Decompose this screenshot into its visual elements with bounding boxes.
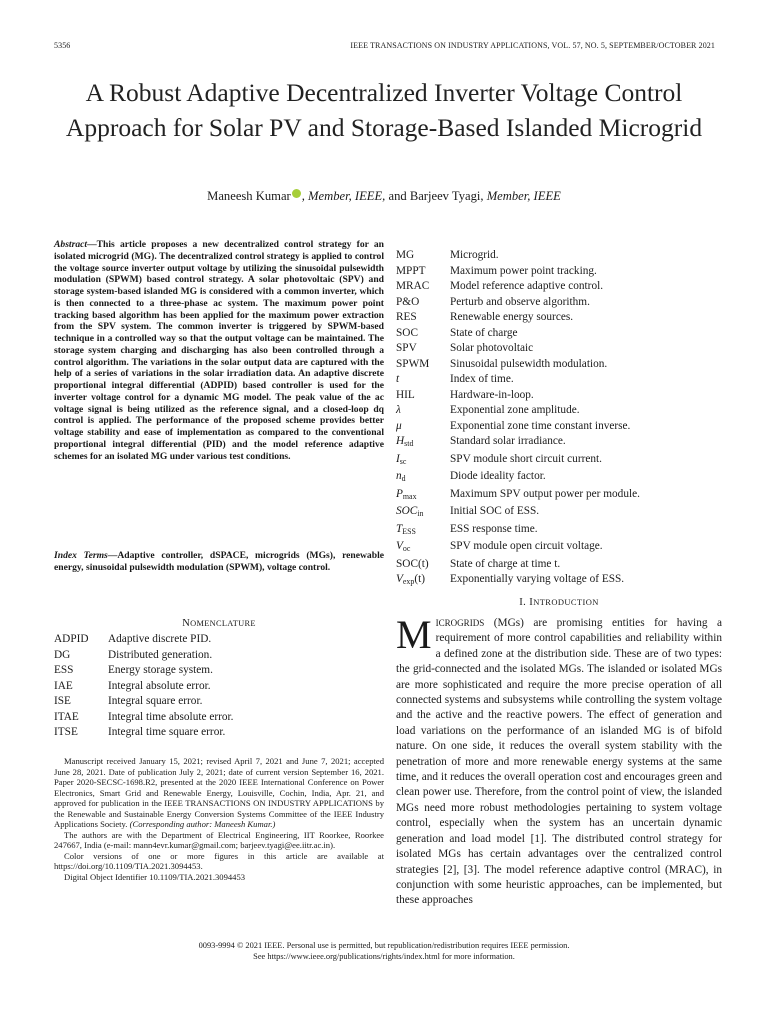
nomenclature-abbr: ISE	[54, 695, 71, 707]
heading-initial: I	[529, 597, 534, 608]
author-line	[0, 189, 768, 204]
drop-cap: M	[396, 612, 432, 657]
nomenclature-definition: Integral absolute error.	[108, 679, 211, 692]
nomenclature-abbr: SOC	[396, 326, 418, 339]
nomenclature-row	[396, 452, 722, 470]
author-connector: and	[385, 189, 410, 203]
nomenclature-list-right	[396, 248, 722, 590]
nomenclature-abbr: $V_{oc}$	[396, 540, 411, 553]
orcid-icon[interactable]	[292, 189, 301, 198]
nomenclature-abbr: MPPT	[396, 264, 426, 277]
footnote-text: Manuscript received January 15, 2021; revised April 7, 2021 and June 7, 2021; accepted June 28, 2021. Date of publication July 2, 2021; date of current version September 16, 2021. Paper 2020-SECSC-1698.R2, presented at the 2020 IEEE International Conference on Power Electronics, Smart Grid and Renewable Energy, Louisville, Cochin, India, Apr. 21, and approved for publication in the IEEE TRANSACTIONS ON INDUSTRY APPLICATIONS by the Renewable and Sustainable Energy Conversion Systems Committee of the IEEE Industry Applications Society.	[54, 756, 384, 829]
nomenclature-row	[54, 679, 384, 695]
nomenclature-definition: Hardware-in-loop.	[450, 388, 534, 401]
nomenclature-definition: Maximum SPV output power per module.	[450, 487, 640, 500]
footnote-manuscript	[54, 756, 384, 830]
nomenclature-definition: Distributed generation.	[108, 648, 213, 661]
nomenclature-abbr: ADPID	[54, 633, 89, 645]
nomenclature-row	[396, 522, 722, 540]
nomenclature-abbr: P&O	[396, 295, 420, 308]
nomenclature-definition: State of charge	[450, 326, 518, 339]
nomenclature-abbr: ESS	[54, 664, 74, 676]
nomenclature-abbr: ITSE	[54, 726, 78, 738]
nomenclature-row	[396, 557, 722, 573]
author-affiliation: , Member, IEEE,	[301, 189, 386, 203]
copyright-line: 0093-9994 © 2021 IEEE. Personal use is permitted, but republication/redistribution requires IEEE permission.	[198, 941, 570, 950]
nomenclature-row	[54, 632, 384, 648]
nomenclature-definition: Exponentially varying voltage of ESS.	[450, 573, 625, 585]
nomenclature-definition: Integral time absolute error.	[108, 710, 234, 723]
nomenclature-list-left	[54, 632, 384, 741]
nomenclature-heading	[54, 618, 384, 629]
nomenclature-abbr: MRAC	[396, 280, 430, 292]
introduction-text: (MGs) are promising entities for having a requirement of more control capabilities and reliability within a defined zone at the distribution side. These are of two types: the grid-connected and the isolated MGs. The islanded or isolated MGs are more sophisticated and require the more precise operation of all connected systems and subsystems while controlling the system voltage and the active and the reactive powers. The effect of generation and load variations on the performance of an islanded MG is of bifold nature. On one side, it reduces the overall system stability with the penetration of more and more renewable energy systems at the same time, and it reduces the overall operation cost and encourages green and clean power use. Therefore, from the control point of view, the islanded MGs need more robust methodologies pertaining to system voltage control, especially when the system has an uncertain dynamic generation and load model [1]. The distributed control strategy for isolated MGs has certain advantages over the centralized control strategies [2], [3]. The model reference adaptive control (MRAC), in conjunction with some heuristic approaches, can be implemented, but these approaches	[396, 617, 722, 907]
nomenclature-abbr: λ	[396, 404, 401, 416]
nomenclature-abbr: MG	[396, 249, 415, 261]
footnote-color: Color versions of one or more figures in this article are available at https://doi.org/10.1109/TIA.2021.3094453.	[54, 850, 384, 871]
nomenclature-definition: Initial SOC of ESS.	[450, 505, 540, 517]
nomenclature-row	[54, 710, 384, 726]
heading-initial: N	[182, 618, 191, 629]
nomenclature-definition: SPV module short circuit current.	[450, 452, 602, 465]
nomenclature-row	[54, 694, 384, 710]
nomenclature-abbr: $H_{std}$	[396, 435, 414, 448]
nomenclature-definition: Exponential zone amplitude.	[450, 404, 580, 416]
nomenclature-abbr: RES	[396, 311, 417, 323]
nomenclature-abbr: SPWM	[396, 357, 430, 370]
section-number: I.	[519, 597, 530, 608]
nomenclature-definition: Integral time square error.	[108, 726, 226, 738]
nomenclature-row	[396, 572, 722, 590]
nomenclature-definition: SPV module open circuit voltage.	[450, 540, 603, 552]
abstract-lead: Abstract	[54, 239, 88, 250]
nomenclature-abbr: $SOC_{in}$	[396, 505, 424, 518]
rights-link[interactable]: See https://www.ieee.org/publications/rights/index.html for more information.	[253, 952, 515, 961]
nomenclature-row	[396, 504, 722, 522]
nomenclature-row	[54, 725, 384, 741]
abstract	[54, 239, 384, 462]
nomenclature-row	[396, 419, 722, 435]
corresponding-author: (Corresponding author: Maneesh Kumar.)	[129, 819, 276, 829]
footnote-doi: Digital Object Identifier 10.1109/TIA.2021.3094453	[64, 871, 246, 882]
nomenclature-definition: ESS response time.	[450, 522, 538, 535]
nomenclature-row	[396, 326, 722, 342]
nomenclature-row	[396, 388, 722, 404]
nomenclature-definition: Solar photovoltaic	[450, 342, 534, 354]
nomenclature-abbr: SPV	[396, 342, 417, 354]
nomenclature-row	[396, 487, 722, 505]
nomenclature-row	[54, 663, 384, 679]
nomenclature-definition: Model reference adaptive control.	[450, 280, 604, 292]
nomenclature-abbr: HIL	[396, 388, 415, 401]
nomenclature-definition: Standard solar irradiance.	[450, 435, 566, 447]
index-terms	[54, 550, 384, 574]
copyright-notice	[0, 940, 768, 962]
nomenclature-definition: Diode ideality factor.	[450, 470, 546, 482]
nomenclature-abbr: IAE	[54, 679, 73, 692]
nomenclature-row	[396, 310, 722, 326]
nomenclature-definition: State of charge at time t.	[450, 557, 561, 570]
abstract-text: —This article proposes a new decentralized control strategy for an isolated microgrid (MG). The decentralized control strategy is applied to control the voltage source inverter output voltage by utilizing the sinusoidal pulsewidth modulation (SPWM) based control strategy. A solar photovoltaic (SPV) and storage system-based islanded MG is considered with a common inverter, which is then connected to a three-phase ac system. The maximum power point tracking based algorithm has been applied for the maximum power extraction from the SPV system. The common inverter is triggered by SPWM-based technique in a controlled way so that the output voltage can be maintained. The storage system charging and discharging has also been controlled through a control algorithm. The variations in the solar output data are captured with the help of a series of variations in the solar irradiation data. An adaptive discrete proportional integral differential (ADPID) based controller is used for the inverter voltage control for a dynamic MG model. The peak value of the ac voltage signal is being utilized as the reference signal, and a closed-loop dq control is applied. The performance of the proposed scheme provides better voltage stability and ease of implementation as compared to the conventional proportional integral differential (PID) and the model reference adaptive schemes for an isolated MG under various test conditions.	[54, 239, 384, 462]
nomenclature-abbr: $V_{exp}(t)$	[396, 573, 425, 586]
nomenclature-abbr: μ	[396, 419, 402, 432]
nomenclature-row	[396, 539, 722, 557]
nomenclature-definition: Exponential zone time constant inverse.	[450, 419, 631, 432]
index-terms-lead: Index Terms	[54, 550, 108, 561]
page-number: 5356	[54, 41, 71, 50]
nomenclature-abbr: $n_d$	[396, 470, 406, 483]
nomenclature-row	[396, 295, 722, 311]
nomenclature-abbr: SOC(t)	[396, 557, 429, 570]
nomenclature-row	[396, 357, 722, 373]
introduction-heading	[396, 597, 722, 608]
nomenclature-row	[396, 279, 722, 295]
footnote	[54, 756, 384, 882]
nomenclature-row	[396, 403, 722, 419]
nomenclature-definition: Integral square error.	[108, 695, 203, 707]
author-affiliation: Member, IEEE	[483, 189, 561, 203]
nomenclature-abbr: $P_{max}$	[396, 487, 417, 501]
nomenclature-row	[396, 372, 722, 388]
nomenclature-abbr: $T_{ESS}$	[396, 522, 416, 536]
nomenclature-definition: Perturb and observe algorithm.	[450, 295, 590, 308]
nomenclature-abbr: DG	[54, 648, 71, 661]
nomenclature-definition: Renewable energy sources.	[450, 311, 574, 323]
nomenclature-row	[54, 648, 384, 664]
nomenclature-row	[396, 434, 722, 452]
nomenclature-definition: Adaptive discrete PID.	[108, 633, 212, 645]
footnote-authors: The authors are with the Department of Electrical Engineering, IIT Roorkee, Roorkee 247667, India (e-mail: mann4evr.kumar@gmail.com; barjeev.tyagi@ee.iitr.ac.in).	[54, 829, 384, 850]
nomenclature-row	[396, 341, 722, 357]
nomenclature-row	[396, 264, 722, 280]
nomenclature-row	[396, 469, 722, 487]
nomenclature-abbr: ITAE	[54, 710, 79, 723]
nomenclature-abbr: $I_{sc}$	[396, 452, 407, 466]
nomenclature-definition: Maximum power point tracking.	[450, 264, 597, 277]
journal-header: IEEE TRANSACTIONS ON INDUSTRY APPLICATIONS, VOL. 57, NO. 5, SEPTEMBER/OCTOBER 2021	[350, 41, 715, 50]
introduction-body	[396, 612, 722, 909]
heading-rest: OMENCLATURE	[190, 619, 256, 628]
lead-smallcaps: ICROGRIDS	[435, 618, 485, 628]
author-name[interactable]: Barjeev Tyagi,	[409, 189, 484, 203]
nomenclature-definition: Microgrid.	[450, 249, 499, 261]
index-terms-text: —Adaptive controller, dSPACE, microgrids (MGs), renewable energy, sinusoidal pulsewidth modulation (SPWM), voltage control.	[54, 550, 384, 573]
nomenclature-abbr: t	[396, 373, 400, 385]
paper-title: A Robust Adaptive Decentralized Inverter Voltage Control Approach for Solar PV and Storage-Based Islanded Microgrid	[65, 78, 703, 142]
nomenclature-definition: Sinusoidal pulsewidth modulation.	[450, 357, 608, 370]
heading-rest: NTRODUCTION	[533, 597, 599, 607]
nomenclature-definition: Energy storage system.	[108, 664, 213, 676]
nomenclature-definition: Index of time.	[450, 373, 514, 385]
nomenclature-row	[396, 248, 722, 264]
author-name[interactable]: Maneesh Kumar	[207, 189, 291, 203]
